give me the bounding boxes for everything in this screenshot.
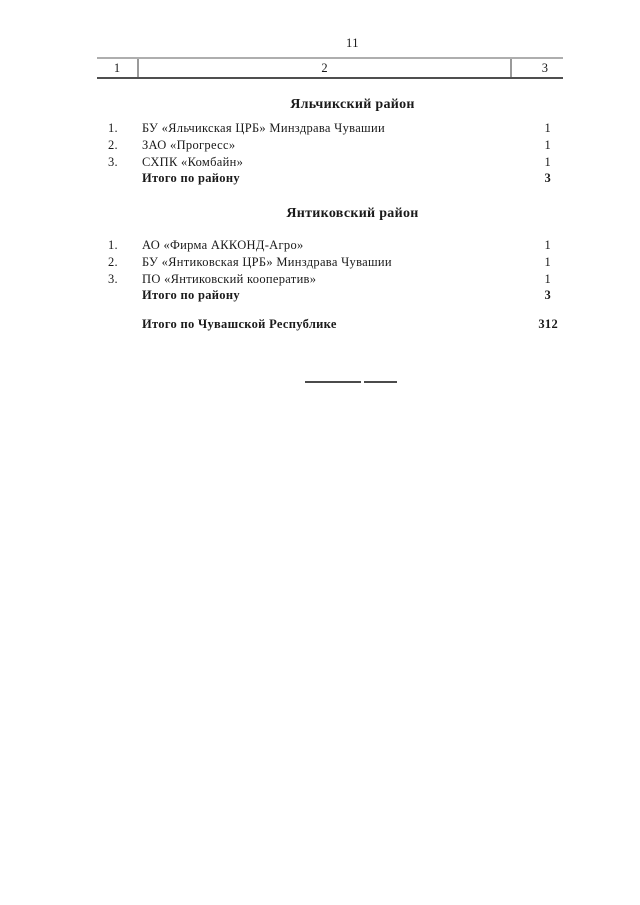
org-name: БУ «Янтиковская ЦРБ» Минздрава Чувашии (142, 254, 392, 269)
row-number-empty (97, 316, 142, 333)
row-number: 1. (108, 121, 118, 135)
row-number: 3. (108, 154, 118, 169)
row-value: 1 (544, 121, 551, 135)
org-name: ПО «Янтиковский кооператив» (142, 271, 317, 286)
row-value: 1 (544, 271, 551, 286)
table-row (97, 271, 551, 288)
grand-total-value: 312 (538, 317, 558, 331)
org-name: АО «Фирма АККОНД-Агро» (142, 238, 304, 252)
page-number: 11 (345, 36, 360, 50)
grand-total-label: Итого по Чувашской Республике (142, 317, 337, 331)
table-header-col-1: 1 (97, 59, 139, 77)
table-row (97, 237, 551, 254)
row-number: 3. (108, 271, 118, 286)
section-total-row (97, 287, 551, 304)
divider-line-segment-2 (364, 381, 397, 383)
section-total-value: 3 (544, 288, 551, 303)
row-number: 2. (108, 254, 118, 269)
section-total-label: Итого по району (142, 288, 240, 303)
grand-total-block (97, 316, 558, 333)
table-row (97, 154, 551, 171)
row-number-empty (97, 170, 142, 187)
org-name: СХПК «Комбайн» (142, 154, 244, 169)
section-total-label: Итого по району (142, 171, 240, 186)
table-header-col-2: 2 (139, 59, 512, 77)
section-total-row (97, 170, 551, 187)
org-name: ЗАО «Прогресс» (142, 137, 236, 152)
org-name: БУ «Яльчикская ЦРБ» Минздрава Чувашии (142, 121, 385, 135)
table-row (97, 254, 551, 271)
section-title-yantikovsky: Янтиковский район (286, 206, 419, 221)
table-row (97, 137, 551, 154)
section-total-value: 3 (544, 171, 551, 186)
row-value: 1 (544, 137, 551, 152)
row-value: 1 (544, 154, 551, 169)
divider-line-segment-1 (305, 381, 361, 383)
table-header-col-3: 3 (541, 61, 548, 75)
row-value: 1 (544, 254, 551, 269)
grand-total-row (97, 316, 558, 333)
section-rows-yantikovsky (97, 237, 551, 304)
row-number-empty (97, 287, 142, 304)
row-number: 1. (108, 238, 118, 252)
table-header-row (97, 57, 563, 79)
section-rows-yalchiksky (97, 120, 551, 187)
row-number: 2. (108, 137, 118, 152)
table-row (97, 120, 551, 137)
row-value: 1 (544, 238, 551, 252)
section-title-yalchiksky: Яльчикский район (290, 97, 415, 112)
